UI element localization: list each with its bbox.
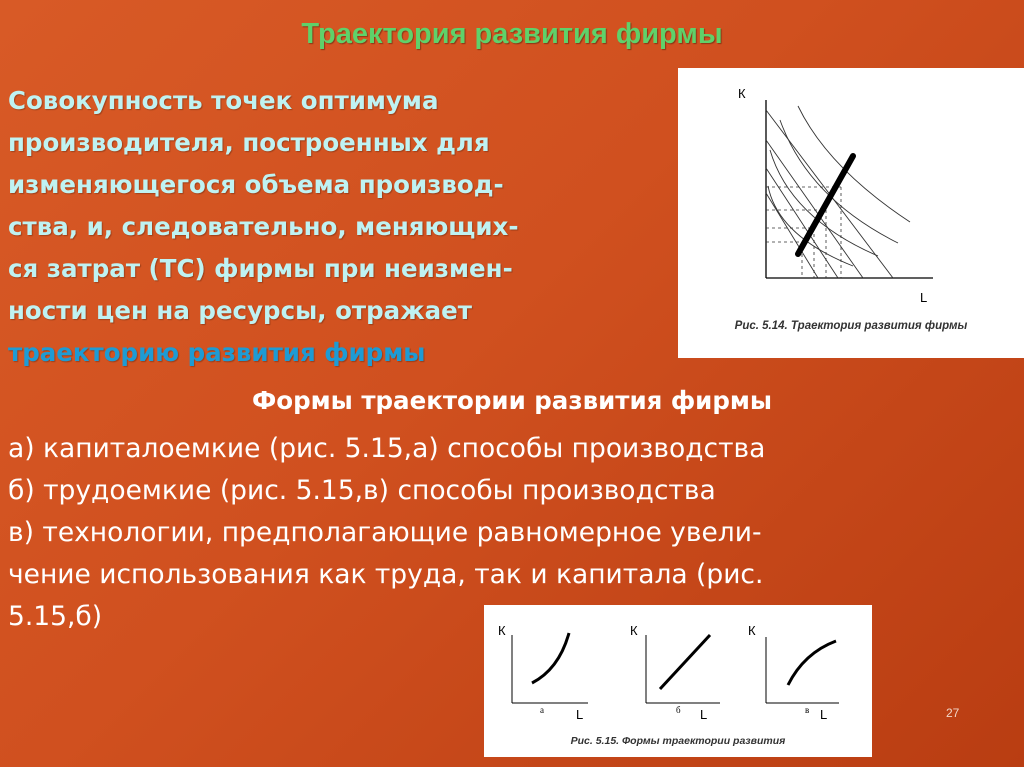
panel-a-l: L: [576, 707, 584, 722]
panel-b: [630, 623, 720, 722]
path-curve-c: [788, 641, 836, 685]
panel-c-k: К: [748, 623, 756, 638]
panel-b-l: L: [700, 707, 708, 722]
panel-c-sub: в: [805, 705, 810, 715]
definition-line: Совокупность точек оптимума: [8, 86, 439, 115]
definition-line: изменяющегося объема производ-: [8, 170, 504, 199]
axis-label-l: L: [920, 290, 928, 305]
definition-text: [8, 80, 668, 374]
development-path-diagram: [678, 68, 1024, 318]
path-curve-a: [532, 633, 569, 683]
figure-path-forms: [484, 605, 872, 757]
panel-c: [748, 623, 839, 722]
path-curve-b: [660, 635, 710, 689]
path-forms-diagram: [484, 605, 872, 733]
figure-caption: Рис. 5.14. Траектория развития фирмы: [734, 320, 968, 332]
panel-a: [498, 623, 588, 722]
panel-b-sub: б: [676, 705, 681, 715]
panel-c-l: L: [820, 707, 828, 722]
forms-line: 5.15,б): [8, 601, 103, 632]
figure-caption: Рис. 5.15. Формы траектории развития: [570, 735, 786, 747]
forms-line: а) капиталоемкие (рис. 5.15,а) способы производства: [8, 433, 766, 464]
definition-line: ности цен на ресурсы, отражает: [8, 296, 472, 325]
definition-highlight: траекторию развития фирмы: [8, 338, 426, 367]
axis-label-k: К: [738, 86, 746, 101]
definition-line: ства, и, следовательно, меняющих-: [8, 212, 519, 241]
isoquant-curve: [798, 106, 910, 222]
figure-development-path: [678, 68, 1024, 358]
definition-line: производителя, построенных для: [8, 128, 490, 157]
forms-line: чение использования как труда, так и капитала (рис.: [8, 559, 764, 590]
definition-line: ся затрат (ТС) фирмы при неизмен-: [8, 254, 513, 283]
panel-b-k: К: [630, 623, 638, 638]
panel-a-sub: а: [540, 705, 544, 715]
panel-a-k: К: [498, 623, 506, 638]
forms-line: в) технологии, предполагающие равномерное увели-: [8, 517, 762, 548]
forms-heading: Формы траектории развития фирмы: [251, 386, 773, 415]
forms-line: б) трудоемкие (рис. 5.15,в) способы производства: [8, 475, 716, 506]
slide-title: Траектория развития фирмы: [301, 18, 723, 50]
page-number: 27: [946, 706, 960, 720]
